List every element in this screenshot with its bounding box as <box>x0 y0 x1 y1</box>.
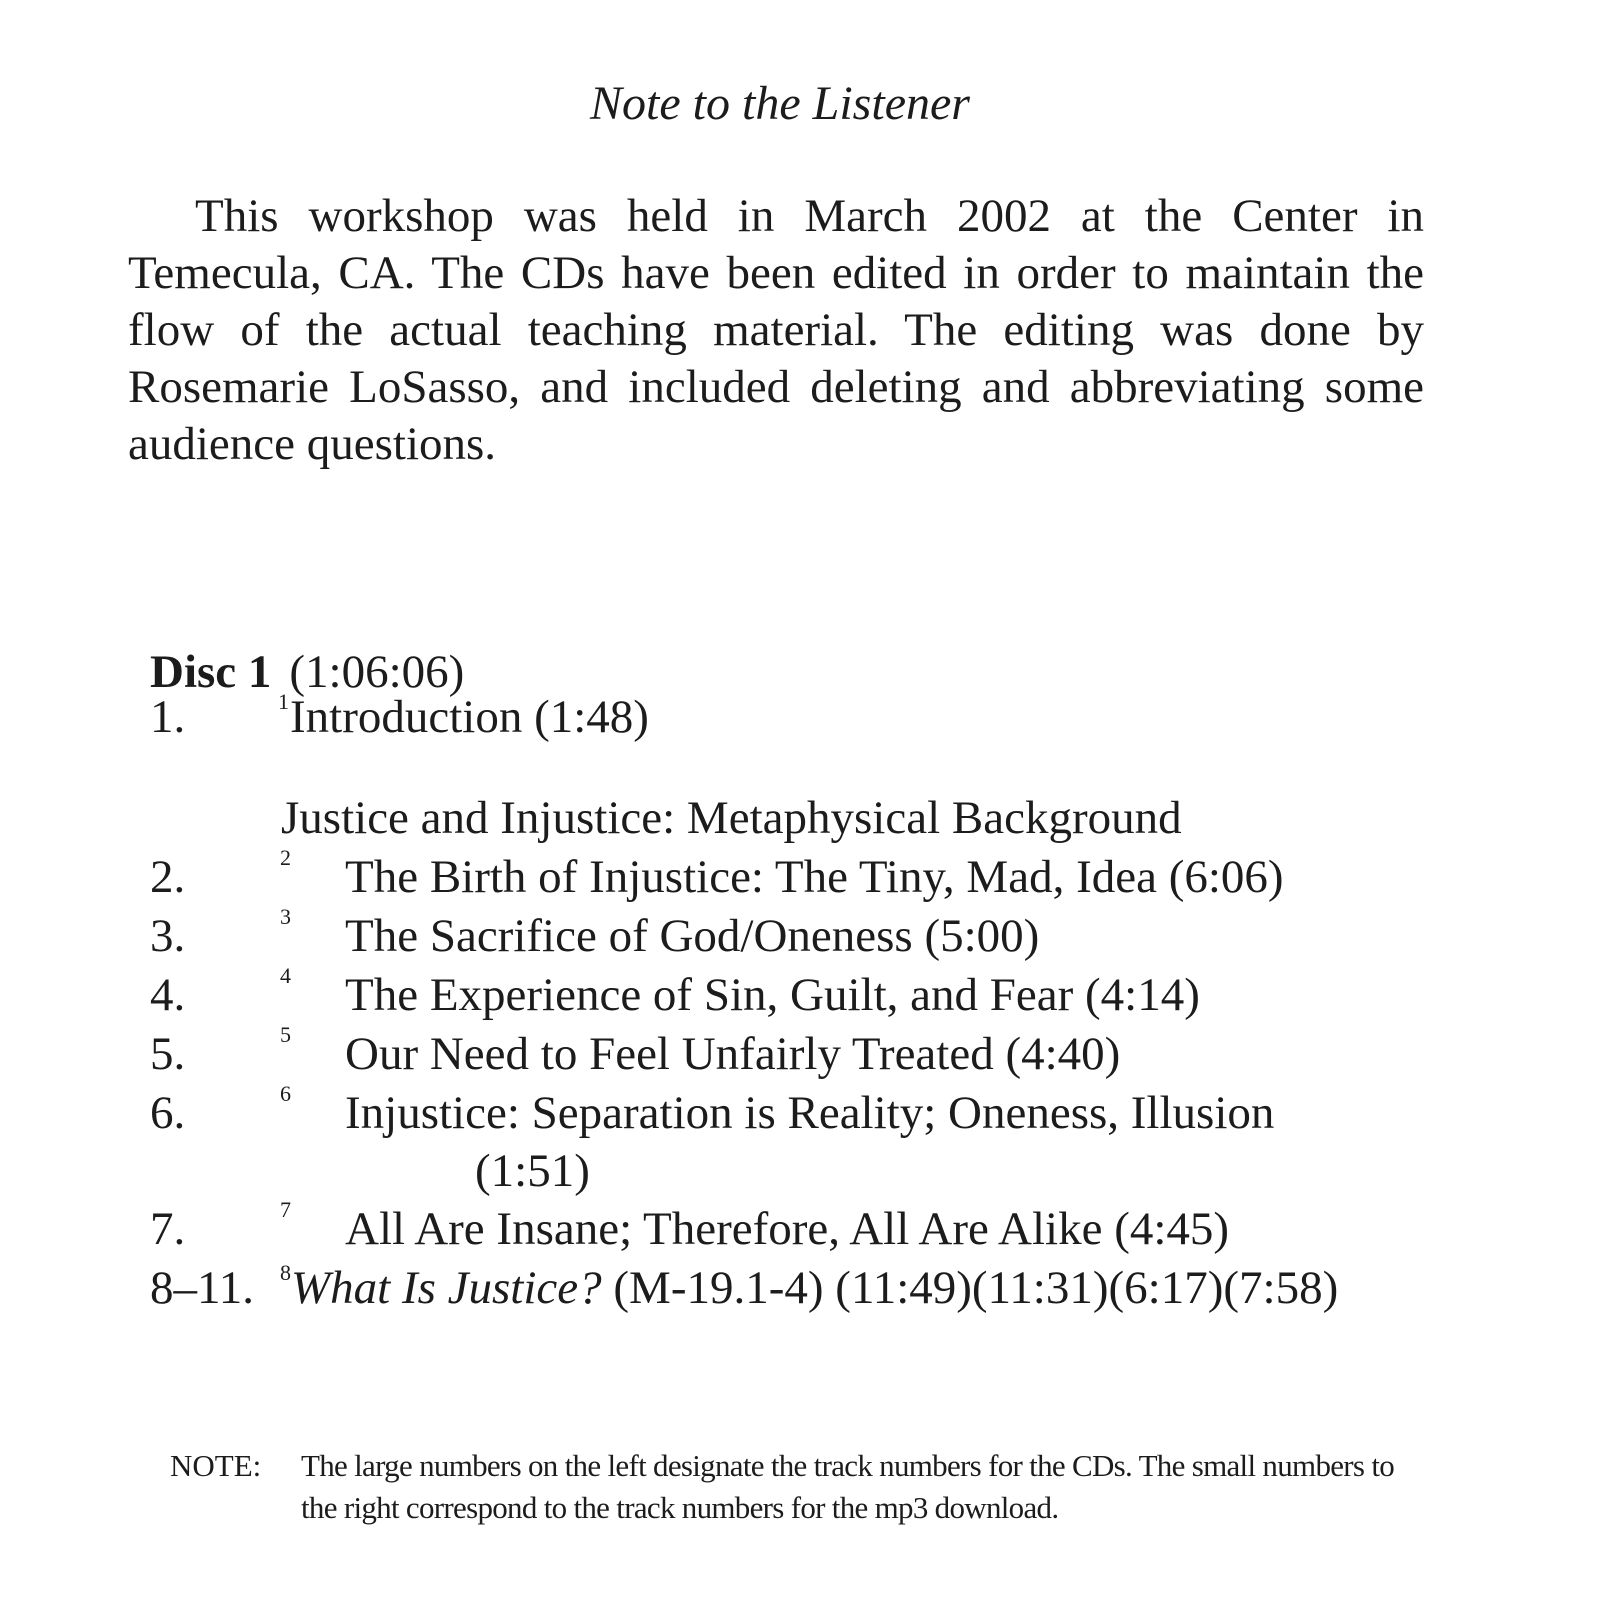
track-row <box>0 1081 1600 1197</box>
track-row <box>0 1022 1600 1082</box>
track-title: The Birth of Injustice: The Tiny, Mad, Idea (6:06) <box>345 851 1284 903</box>
track-title: The Experience of Sin, Guilt, and Fear (4:14) <box>345 969 1200 1021</box>
track-number: 3. <box>150 910 186 962</box>
track-row <box>0 904 1600 964</box>
track-title-rest: (M-19.1-4) (11:49)(11:31)(6:17)(7:58) <box>601 1262 1339 1314</box>
track-number: 4. <box>150 969 186 1021</box>
track-title: Injustice: Separation is Reality; Oneness, Illusion <box>345 1087 1275 1139</box>
track-title <box>291 1260 1338 1316</box>
mp3-track-number: 7 <box>280 1197 291 1222</box>
track-title: The Sacrifice of God/Oneness (5:00) <box>345 910 1040 962</box>
mp3-track-number: 3 <box>280 904 291 929</box>
disc-duration: (1:06:06) <box>289 646 465 698</box>
note-label: NOTE: <box>170 1448 262 1483</box>
track-number: 5. <box>150 1028 186 1080</box>
track-number: 8–11. <box>150 1262 255 1314</box>
track-row <box>0 1197 1600 1257</box>
track-title-italic: What Is Justice? <box>291 1262 602 1314</box>
mp3-track-number: 4 <box>280 963 291 988</box>
note-text: The large numbers on the left designate the track numbers for the CDs. The small numbers to the right correspond to the track numbers for the mp3 download. <box>301 1448 1395 1525</box>
mp3-track-number: 1 <box>278 689 289 714</box>
mp3-track-number: 2 <box>280 845 291 870</box>
track-row <box>0 963 1600 1023</box>
track-title: All Are Insane; Therefore, All Are Alike (4:45) <box>345 1203 1230 1255</box>
track-duration: (1:51) <box>475 1145 590 1197</box>
track-number: 1. <box>150 691 186 743</box>
disc-label: Disc 1 <box>150 646 272 698</box>
track-title: Introduction (1:48) <box>290 691 649 743</box>
track-title: Our Need to Feel Unfairly Treated (4:40) <box>345 1028 1121 1080</box>
section-heading: Justice and Injustice: Metaphysical Background <box>281 792 1182 844</box>
track-row <box>0 1260 1600 1316</box>
page-title: Note to the Listener <box>590 77 970 130</box>
track-number: 6. <box>150 1087 186 1139</box>
track-row <box>0 689 1600 745</box>
track-number: 2. <box>150 851 186 903</box>
intro-paragraph: This workshop was held in March 2002 at the Center in Temecula, CA. The CDs have been edited in order to maintain the flow of the actual teaching material. The editing was done by Rosemarie LoSasso, and included deleting and abbreviating some audience questions. <box>128 190 1424 470</box>
mp3-track-number: 8 <box>280 1260 291 1285</box>
mp3-track-number: 5 <box>280 1022 291 1047</box>
mp3-track-number: 6 <box>280 1081 291 1106</box>
track-number: 7. <box>150 1203 186 1255</box>
track-row <box>0 845 1600 905</box>
